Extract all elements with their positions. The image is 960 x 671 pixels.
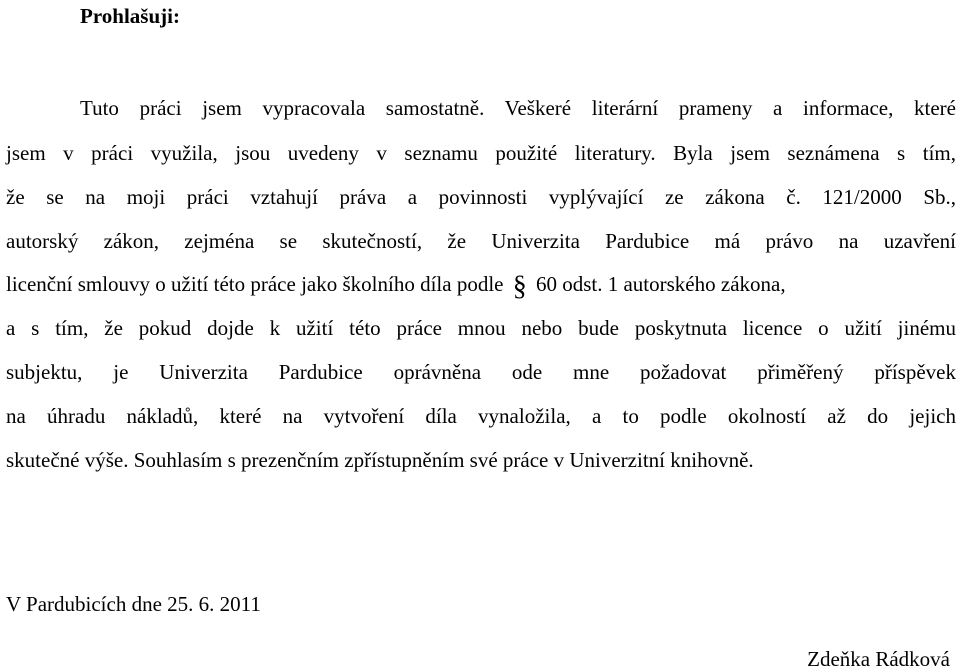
paragraph-line-7: subjektu, je Univerzita Pardubice oprávněna ode mne požadovat přiměřený příspěvek: [6, 360, 956, 384]
paragraph-line-2: jsem v práci využila, jsou uvedeny v seznamu použité literatury. Byla jsem seznámena s tím,: [6, 141, 956, 165]
place-and-date: V Pardubicích dne 25. 6. 2011: [6, 592, 261, 616]
paragraph-line-4: autorský zákon, zejména se skutečností, že Univerzita Pardubice má právo na uzavření: [6, 229, 956, 253]
paragraph-line-1: Tuto práci jsem vypracovala samostatně. Veškeré literární prameny a informace, které: [80, 96, 956, 120]
line-5-text-after: 60 odst. 1 autorského zákona,: [535, 272, 786, 296]
paragraph-line-3: že se na moji práci vztahují práva a povinnosti vyplývající ze zákona č. 121/2000 Sb.,: [6, 185, 956, 209]
paragraph-line-9: skutečné výše. Souhlasím s prezenčním zpřístupněním své práce v Univerzitní knihovně.: [6, 448, 754, 472]
author-signature: Zdeňka Rádková: [807, 647, 950, 671]
line-5-text-before: licenční smlouvy o užití této práce jako školního díla podle: [6, 272, 504, 296]
section-symbol: §: [512, 271, 527, 302]
paragraph-line-8: na úhradu nákladů, které na vytvoření díla vynaložila, a to podle okolností až do jejich: [6, 404, 956, 428]
paragraph-line-5: [6, 271, 956, 302]
declaration-heading: Prohlašuji:: [80, 4, 180, 28]
paragraph-line-6: a s tím, že pokud dojde k užití této práce mnou nebo bude poskytnuta licence o užití jinému: [6, 316, 956, 340]
